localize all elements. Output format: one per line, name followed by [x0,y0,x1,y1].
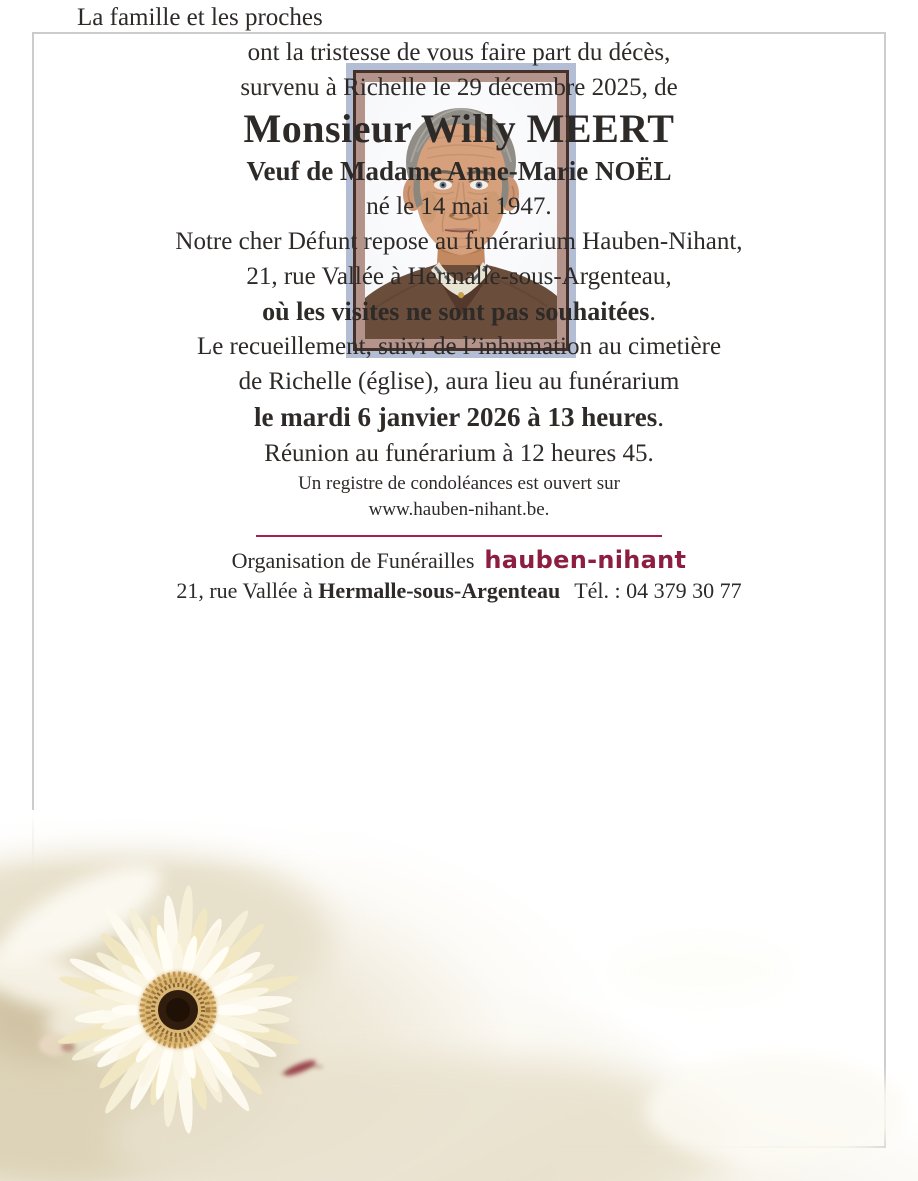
announcement-line-2: survenu à Richelle le 29 décembre 2025, de [240,74,678,101]
visits-bold-text: où les visites ne sont pas souhaitées [262,297,650,326]
address-prefix: 21, rue Vallée à [176,578,319,603]
ceremony-date-bold-text: le mardi 6 janvier 2026 à 13 heures [254,402,658,432]
ceremony-line-1: Le recueillement, suivi de l’inhumation au cimetière [196,333,722,360]
announcement-line-1: ont la tristesse de vous faire part du décès, [247,39,671,66]
widower-line: Veuf de Madame Anne-Marie NOËL [246,156,672,186]
birth-date-line: né le 14 mai 1947. [366,193,552,220]
repose-line-1: Notre cher Défunt repose au funérarium Hauben-Nihant, [175,228,743,255]
address-bold: Hermalle-sous-Argenteau [318,578,561,603]
brand-logo-text: hauben-nihant [484,546,687,574]
footer-phone: Tél. : 04 379 30 77 [574,578,742,603]
visits-suffix: . [649,297,656,326]
footer-address-line [0,576,918,606]
register-line-1: Un registre de condoléances est ouvert sur [298,473,620,494]
register-website: www.hauben-nihant.be. [368,499,550,520]
ceremony-date-suffix: . [657,402,664,432]
deceased-name: Monsieur Willy MEERT [243,106,675,151]
ceremony-line-2: de Richelle (église), aura lieu au funérarium [238,368,680,395]
ceremony-date-line [0,399,918,436]
footer-organisation-line [0,545,918,576]
organisation-label: Organisation de Funérailles [231,548,475,573]
footer-divider [256,535,662,537]
meeting-line: Réunion au funérarium à 12 heures 45. [264,440,654,467]
repose-line-2: 21, rue Vallée à Hermalle-sous-Argenteau, [246,263,672,290]
intro-line: La famille et les proches [77,4,323,31]
visits-line [0,294,918,329]
